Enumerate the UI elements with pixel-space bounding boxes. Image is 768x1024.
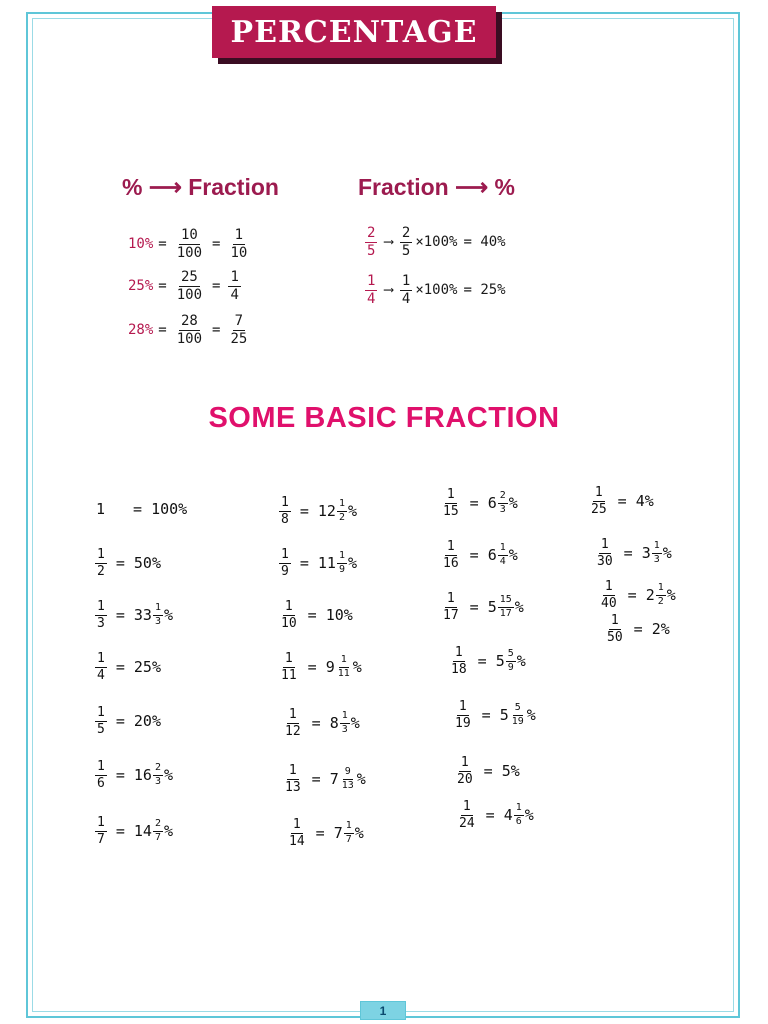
denominator: 8 bbox=[281, 511, 289, 527]
mixed-fraction bbox=[152, 819, 173, 843]
numerator: 1 bbox=[337, 551, 347, 564]
denominator: 25 bbox=[591, 501, 607, 517]
numerator: 1 bbox=[97, 705, 105, 720]
mixed-fraction bbox=[497, 491, 518, 515]
percent-value: = 6 bbox=[469, 494, 497, 513]
fraction bbox=[449, 646, 469, 676]
percent-value: = 16 bbox=[115, 766, 152, 785]
equals-sign: = bbox=[212, 322, 221, 339]
fraction-table-item bbox=[280, 708, 360, 738]
arrow-right-icon: ⟶ bbox=[384, 234, 393, 251]
numerator: 28 bbox=[180, 313, 198, 329]
fraction bbox=[441, 488, 461, 518]
fraction-part bbox=[340, 767, 356, 791]
percent-value: = 2% bbox=[633, 620, 670, 639]
fraction-table-item bbox=[592, 538, 672, 568]
fraction-part bbox=[153, 763, 163, 787]
percent-value: = 3 bbox=[623, 544, 651, 563]
percent-value: = 10% bbox=[307, 606, 353, 625]
percent-value: = 6 bbox=[469, 546, 497, 565]
numerator: 1 bbox=[230, 269, 239, 285]
fraction-table-item bbox=[452, 756, 520, 786]
numerator: 1 bbox=[288, 763, 297, 778]
fraction-part bbox=[336, 655, 352, 679]
fraction bbox=[279, 652, 299, 682]
fraction-table-item bbox=[276, 496, 357, 526]
numerator: 1 bbox=[498, 543, 508, 556]
numerator: 1 bbox=[514, 803, 524, 816]
fraction-table-item bbox=[596, 580, 676, 610]
fraction-table-item bbox=[280, 764, 366, 794]
numerator: 10 bbox=[180, 227, 198, 243]
denominator: 6 bbox=[515, 815, 522, 827]
denominator: 19 bbox=[455, 715, 471, 731]
fraction-part bbox=[498, 491, 508, 515]
denominator: 5 bbox=[97, 721, 105, 737]
percent-value: = 25% bbox=[115, 658, 161, 677]
fraction bbox=[455, 756, 475, 786]
denominator: 15 bbox=[443, 503, 459, 519]
arrow-right-icon: ⟶ bbox=[384, 282, 393, 299]
fraction-table-item bbox=[446, 646, 526, 676]
numerator: 1 bbox=[401, 273, 411, 289]
percent-value: = 33 bbox=[115, 606, 152, 625]
percent-sign: % bbox=[666, 586, 676, 605]
percent-sign: % bbox=[354, 824, 364, 843]
fraction bbox=[589, 486, 609, 516]
fraction-part bbox=[498, 543, 508, 567]
denominator: 4 bbox=[499, 555, 506, 567]
fraction-to-percent-row bbox=[362, 226, 506, 258]
equals-sign: = bbox=[158, 236, 167, 253]
numerator: 1 bbox=[458, 699, 467, 714]
denominator: 7 bbox=[154, 831, 161, 843]
denominator: 4 bbox=[401, 290, 411, 307]
denominator: 5 bbox=[367, 242, 376, 259]
denominator: 100 bbox=[176, 286, 203, 303]
denominator: 17 bbox=[499, 607, 512, 619]
denominator: 19 bbox=[511, 715, 524, 727]
percent-value: = 5 bbox=[469, 598, 497, 617]
percent-to-fraction-heading: % ⟶ Fraction bbox=[122, 174, 279, 200]
mixed-fraction bbox=[655, 583, 676, 607]
fraction-table-item bbox=[92, 706, 161, 736]
percent-sign: % bbox=[163, 606, 174, 625]
fraction-part bbox=[656, 583, 666, 607]
fraction-table-item bbox=[438, 540, 518, 570]
denominator: 16 bbox=[443, 555, 459, 571]
mixed-fraction bbox=[513, 803, 534, 827]
denominator: 3 bbox=[97, 615, 105, 631]
percent-sign: % bbox=[352, 658, 362, 677]
fraction-table-item bbox=[602, 614, 670, 644]
percent-value: = 12 bbox=[299, 502, 336, 521]
fraction-part bbox=[340, 711, 350, 735]
fraction-to-percent-row bbox=[362, 274, 506, 306]
denominator: 7 bbox=[97, 831, 105, 847]
numerator: 2 bbox=[401, 225, 411, 241]
denominator: 4 bbox=[230, 286, 239, 303]
numerator: 1 bbox=[281, 495, 289, 510]
fraction-part bbox=[514, 803, 524, 827]
denominator: 11 bbox=[337, 667, 350, 679]
numerator: 2 bbox=[367, 225, 376, 241]
percent-value: = 5% bbox=[483, 762, 520, 781]
denominator: 2 bbox=[97, 563, 105, 579]
fraction bbox=[287, 818, 307, 848]
numerator: 1 bbox=[462, 799, 471, 814]
percent-sign: % bbox=[516, 652, 526, 671]
fraction-table-item bbox=[284, 818, 364, 848]
percent-value: 28% bbox=[128, 322, 154, 339]
numerator: 1 bbox=[446, 487, 455, 502]
fraction-part bbox=[510, 703, 526, 727]
fraction bbox=[279, 548, 291, 578]
percent-value: = 5 bbox=[481, 706, 509, 725]
numerator: 1 bbox=[344, 821, 354, 834]
mixed-fraction bbox=[505, 649, 526, 673]
numerator: 1 bbox=[281, 547, 289, 562]
mixed-fraction bbox=[343, 821, 364, 845]
fraction-part bbox=[337, 551, 347, 575]
denominator: 18 bbox=[451, 661, 467, 677]
percent-value: = 4% bbox=[617, 492, 654, 511]
percent-sign: % bbox=[163, 766, 174, 785]
fraction-table-item bbox=[92, 760, 173, 790]
fraction bbox=[95, 548, 107, 578]
percent-sign: % bbox=[508, 494, 518, 513]
percent-sign: % bbox=[356, 770, 366, 789]
whole-number: 1 bbox=[96, 500, 106, 518]
fraction bbox=[283, 764, 303, 794]
mixed-fraction bbox=[339, 767, 366, 791]
numerator: 2 bbox=[498, 491, 508, 504]
fraction-to-percent-heading: Fraction ⟶ % bbox=[358, 174, 515, 200]
percent-sign: % bbox=[514, 598, 524, 617]
percent-value: = 7 bbox=[311, 770, 339, 789]
denominator: 10 bbox=[281, 615, 297, 631]
fraction bbox=[279, 496, 291, 526]
denominator: 12 bbox=[285, 723, 301, 739]
numerator: 1 bbox=[446, 539, 455, 554]
percent-sign: % bbox=[524, 806, 534, 825]
percent-sign: % bbox=[347, 554, 358, 573]
numerator: 1 bbox=[604, 579, 613, 594]
mixed-fraction bbox=[336, 499, 357, 523]
numerator: 1 bbox=[97, 547, 105, 562]
numerator: 1 bbox=[340, 711, 350, 724]
fraction-table-item bbox=[276, 600, 353, 630]
numerator: 1 bbox=[460, 755, 469, 770]
numerator: 5 bbox=[513, 703, 523, 716]
denominator: 13 bbox=[341, 779, 354, 791]
page-number: 1 bbox=[360, 1001, 406, 1020]
numerator: 1 bbox=[284, 599, 293, 614]
denominator: 9 bbox=[281, 563, 289, 579]
fraction-table-item bbox=[276, 548, 357, 578]
denominator: 10 bbox=[230, 244, 248, 261]
numerator: 1 bbox=[97, 599, 105, 614]
denominator: 14 bbox=[289, 833, 305, 849]
numerator: 7 bbox=[234, 313, 244, 329]
fraction-table-item bbox=[586, 486, 654, 516]
denominator: 20 bbox=[457, 771, 473, 787]
numerator: 1 bbox=[234, 227, 244, 243]
fraction-part bbox=[337, 499, 347, 523]
denominator: 17 bbox=[443, 607, 459, 623]
fraction-part bbox=[153, 819, 163, 843]
fraction-table-item bbox=[92, 600, 173, 630]
numerator: 1 bbox=[97, 815, 105, 830]
fraction bbox=[599, 580, 619, 610]
fraction-part bbox=[506, 649, 516, 673]
fraction-part bbox=[498, 595, 514, 619]
mixed-fraction bbox=[651, 541, 672, 565]
numerator: 1 bbox=[337, 499, 347, 512]
percent-value: = 5 bbox=[477, 652, 505, 671]
fraction-table-item bbox=[92, 652, 161, 682]
equals-sign: = bbox=[212, 278, 221, 295]
percent-value: = 20% bbox=[115, 712, 161, 731]
percent-to-fraction-row bbox=[128, 270, 244, 302]
denominator: 3 bbox=[154, 615, 161, 627]
denominator: 9 bbox=[338, 563, 345, 575]
percent-value: = 50% bbox=[115, 554, 161, 573]
numerator: 1 bbox=[652, 541, 662, 554]
fraction bbox=[441, 540, 461, 570]
denominator: 9 bbox=[507, 661, 514, 673]
percent-to-fraction-row bbox=[128, 228, 252, 260]
fraction-table-item bbox=[92, 816, 173, 846]
mixed-fraction bbox=[152, 603, 173, 627]
percent-value: = 14 bbox=[115, 822, 152, 841]
denominator: 3 bbox=[154, 775, 161, 787]
denominator: 24 bbox=[459, 815, 475, 831]
denominator: 6 bbox=[97, 775, 105, 791]
percent-value: = 7 bbox=[315, 824, 343, 843]
denominator: 25 bbox=[230, 330, 248, 347]
numerator: 2 bbox=[153, 763, 163, 776]
percent-value: = 8 bbox=[311, 714, 339, 733]
denominator: 7 bbox=[345, 833, 352, 845]
denominator: 4 bbox=[97, 667, 105, 683]
fraction bbox=[441, 592, 461, 622]
percent-sign: % bbox=[508, 546, 518, 565]
percent-to-fraction-row bbox=[128, 314, 252, 346]
percent-value: = 4 bbox=[485, 806, 513, 825]
fraction bbox=[95, 706, 107, 736]
fraction bbox=[279, 600, 299, 630]
section-title: SOME BASIC FRACTION bbox=[208, 402, 560, 434]
numerator: 1 bbox=[610, 613, 619, 628]
percent-sign: % bbox=[350, 714, 360, 733]
denominator: 2 bbox=[338, 511, 345, 523]
fraction bbox=[283, 708, 303, 738]
mixed-fraction bbox=[497, 543, 518, 567]
numerator: 1 bbox=[97, 651, 105, 666]
denominator: 3 bbox=[499, 503, 506, 515]
numerator: 5 bbox=[506, 649, 516, 662]
fraction-table-item bbox=[454, 800, 534, 830]
equals-sign: = bbox=[212, 236, 221, 253]
percent-sign: % bbox=[347, 502, 358, 521]
denominator: 3 bbox=[341, 723, 348, 735]
denominator: 13 bbox=[285, 779, 301, 795]
equals-sign: = bbox=[158, 278, 167, 295]
mixed-fraction bbox=[497, 595, 524, 619]
multiplier: ×100% bbox=[415, 234, 458, 251]
fraction-table-item bbox=[438, 488, 518, 518]
fraction bbox=[95, 760, 107, 790]
percent-result: = 40% bbox=[463, 234, 506, 251]
denominator: 50 bbox=[607, 629, 623, 645]
denominator: 2 bbox=[657, 595, 664, 607]
percent-sign: % bbox=[163, 822, 174, 841]
fraction bbox=[457, 800, 477, 830]
fraction bbox=[95, 816, 107, 846]
numerator: 1 bbox=[339, 655, 349, 668]
mixed-fraction bbox=[152, 763, 173, 787]
fraction-table-item bbox=[450, 700, 536, 730]
fraction-part bbox=[153, 603, 163, 627]
denominator: 100 bbox=[176, 244, 203, 261]
percent-value: = 9 bbox=[307, 658, 335, 677]
page-title: PERCENTAGE bbox=[212, 6, 496, 58]
numerator: 1 bbox=[288, 707, 297, 722]
mixed-fraction bbox=[509, 703, 536, 727]
numerator: 1 bbox=[97, 759, 105, 774]
percent-value: = 100% bbox=[133, 500, 188, 518]
percent-value: 25% bbox=[128, 278, 154, 295]
multiplier: ×100% bbox=[415, 282, 458, 299]
numerator: 1 bbox=[446, 591, 455, 606]
fraction-table-item bbox=[276, 652, 362, 682]
numerator: 1 bbox=[292, 817, 301, 832]
fraction-table-item bbox=[438, 592, 524, 622]
fraction-table-item bbox=[96, 500, 187, 518]
fraction bbox=[605, 614, 625, 644]
percent-value: = 11 bbox=[299, 554, 336, 573]
percent-value: 10% bbox=[128, 236, 154, 253]
mixed-fraction bbox=[336, 551, 357, 575]
mixed-fraction bbox=[339, 711, 360, 735]
percent-result: = 25% bbox=[463, 282, 506, 299]
denominator: 5 bbox=[401, 242, 411, 259]
numerator: 1 bbox=[284, 651, 293, 666]
denominator: 3 bbox=[653, 553, 660, 565]
numerator: 9 bbox=[343, 767, 353, 780]
numerator: 1 bbox=[454, 645, 463, 660]
denominator: 11 bbox=[281, 667, 297, 683]
denominator: 4 bbox=[367, 290, 376, 307]
numerator: 1 bbox=[600, 537, 609, 552]
denominator: 100 bbox=[176, 330, 203, 347]
numerator: 25 bbox=[180, 269, 198, 285]
numerator: 1 bbox=[594, 485, 603, 500]
denominator: 40 bbox=[601, 595, 617, 611]
fraction bbox=[453, 700, 473, 730]
numerator: 1 bbox=[367, 273, 376, 289]
fraction-table-item bbox=[92, 548, 161, 578]
numerator: 1 bbox=[153, 603, 163, 616]
fraction bbox=[95, 600, 107, 630]
numerator: 1 bbox=[656, 583, 666, 596]
numerator: 2 bbox=[153, 819, 163, 832]
percent-sign: % bbox=[526, 706, 536, 725]
equals-sign: = bbox=[158, 322, 167, 339]
denominator: 30 bbox=[597, 553, 613, 569]
fraction-part bbox=[652, 541, 662, 565]
percent-sign: % bbox=[662, 544, 672, 563]
fraction-part bbox=[344, 821, 354, 845]
percent-value: = 2 bbox=[627, 586, 655, 605]
numerator: 15 bbox=[498, 595, 514, 608]
fraction bbox=[95, 652, 107, 682]
mixed-fraction bbox=[335, 655, 362, 679]
fraction bbox=[595, 538, 615, 568]
